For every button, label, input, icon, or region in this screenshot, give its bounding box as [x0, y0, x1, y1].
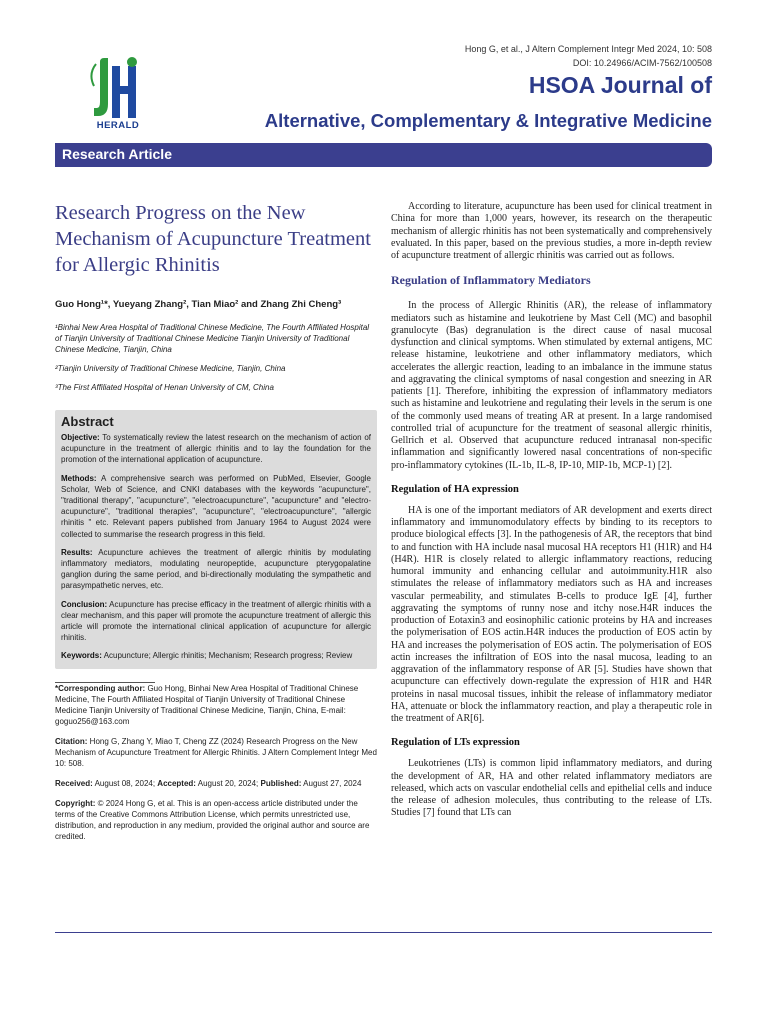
accepted-text: August 20, 2024; — [195, 778, 261, 788]
doi-line: DOI: 10.24966/ACIM-7562/100508 — [572, 58, 712, 68]
citation-line: Hong G, et al., J Altern Complement Integr Med 2024, 10: 508 — [464, 44, 712, 54]
page-bottom-rule — [55, 932, 712, 933]
subsection-lts-paragraph: Leukotrienes (LTs) is common lipid inflammatory mediators, and during the development of AR, HA and other related inflammatory mediators are released, which acts on vascular endothelial cells and epithelial cells and induce the release of adhesion molecules, thus contributing to the release of LTs. Studies [7] found that LTs can — [391, 758, 712, 819]
author-list: Guo Hong¹*, Yueyang Zhang², Tian Miao² and Zhang Zhi Cheng³ — [55, 299, 342, 310]
corresponding-text: Guo Hong, Binhai New Area Hospital of Traditional Chinese Medicine, The Fourth Affiliated Hospital of Tianjin University of Traditional Chinese Medicine Tianjin University of Traditional Chinese Medicine, Tianjin, China, E-mail: goguo256@163.com — [55, 683, 359, 726]
copyright-text: © 2024 Hong G, et al. This is an open-access article distributed under the terms of the Creative Commons Attribution License, which permits unrestricted use, distribution, and reproduction in any medium, provided the original author and source are credited. — [55, 798, 370, 841]
objective-label: Objective: — [61, 433, 100, 442]
copyright-label: Copyright: — [55, 798, 96, 808]
subsection-lts-title: Regulation of LTs expression — [391, 737, 520, 749]
section-inflammatory-mediators-title: Regulation of Inflammatory Mediators — [391, 273, 591, 288]
conclusion-text: Acupuncture has precise efficacy in the treatment of allergic rhinitis with a clear mechanism, and this paper will promote the acupuncture treatment of allergic this article will promote the international clinical application of acupuncture for allergic rhinitis. — [61, 599, 371, 643]
affiliation-2: ²Tianjin University of Traditional Chinese Medicine, Tianjin, China — [55, 364, 286, 373]
subsection-ha-paragraph: HA is one of the important mediators of AR development and exerts direct inflammatory and immunomodulatory effects by binding to its receptors to produce biological effects [3]. In the pathogenesis of AR, the receptors that bind to and function with HA include nasal mucosal HA receptors H1 (H1R) and H4 (H4R). H1R is closely related to allergic inflammatory reactions, reducing humoral immunity and enhancing cellular and autoimmunity.H1R also stimulates the release of inflammatory mediators such as HA and increases vascular permeability, and stimulates B-cells to produce IgE [4], further aggravating the symptoms of runny nose and itchy nose.H4R induces the production of Eotaxin3 and eosinophilic cationic proteins by HA and increases the polymerisation of EOS actin.H4R induces the production of EOS actin by HA and increases the polymerisation of EOS actin. The polymerisation of EOS actin increases the infiltration of EOS into the nasal mucosa, leading to an aggravation of the inflammatory response of AR [5]. Studies have shown that acupuncture can effectively down-regulate the expression of H1R and H4R proteins in nasal mucosal tissues, inhibit the release of inflammatory mediator HA, attenuate or block the inflammatory reaction, and play a therapeutic role in the treatment of AR[6]. — [391, 504, 712, 724]
objective-text: To systematically review the latest research on the mechanism of action of acupuncture in the treatment of allergic rhinitis and to lay the foundation for the promotion of the international application of acupuncture. — [61, 433, 371, 465]
methods-label: Methods: — [61, 473, 97, 483]
abstract-objective — [61, 432, 371, 466]
abstract-box — [55, 410, 377, 669]
left-column — [55, 200, 377, 842]
affiliation-1: ¹Binhai New Area Hospital of Traditional Chinese Medicine, The Fourth Affiliated Hospital of Tianjin University of Traditional Chinese Medicine Tianjin University of Traditional Chinese Medicine, Tianjin, China — [55, 323, 370, 354]
corresponding-author — [55, 683, 377, 727]
corresponding-label: *Corresponding author: — [55, 683, 146, 693]
article-type-banner — [55, 143, 712, 167]
methods-text: A comprehensive search was performed on PubMed, Elsevier, Google Scholar, Web of Science, and CNKI databases with the keywords "acupuncture", "traditional therapy", "acupuncture", "electroacupuncture", "acupuncture" and "electro-acupuncture", "traditional therapies", "acupuncture", "electroacupuncture", "allergic rhinitis " etc. Relevant papers published from January 1964 to August 2024 were collected to summarise the research progress in this field. — [61, 473, 371, 539]
results-text: Acupuncture achieves the treatment of allergic rhinitis by modulating inflammatory mediators, modulating neuropeptide, acupuncture pterygopalatine ganglion during the same period, and bi-directionally modulating the sympathetic and parasympathetic nerves, etc. — [61, 547, 371, 591]
article-title: Research Progress on the New Mechanism of Acupuncture Treatment for Allergic Rhinitis — [55, 202, 371, 276]
citation-text: Hong G, Zhang Y, Miao T, Cheng ZZ (2024) Research Progress on the New Mechanism of Acupuncture Treatment for Allergic Rhinitis. J Altern Complement Integr Med 10: 508. — [55, 736, 377, 768]
abstract-methods — [61, 473, 371, 540]
citation-label: Citation: — [55, 736, 88, 746]
keywords-text: Acupuncture; Allergic rhinitis; Mechanism; Research progress; Review — [101, 651, 353, 661]
abstract-results — [61, 547, 371, 592]
published-text: August 27, 2024 — [301, 778, 362, 788]
right-column — [391, 201, 712, 820]
intro-paragraph: According to literature, acupuncture has been used for clinical treatment in China for more than 1,000 years, however, its research on the therapeutic mechanism of allergic rhinitis has not been systematically and comprehensively evaluated. In this paper, based on the previous studies, a more in-depth review of acupuncture treatment of allergic rhinitis was carried out as follows. — [391, 201, 712, 261]
journal-name-line2: Alternative, Complementary & Integrative Medicine — [264, 110, 712, 131]
received-label: Received: — [55, 778, 93, 788]
affiliation-3: ³The First Affiliated Hospital of Henan University of CM, China — [55, 383, 274, 392]
journal-name-line1: HSOA Journal of — [528, 72, 712, 98]
logo-text: HERALD — [96, 120, 140, 131]
article-type-label: Research Article — [62, 146, 172, 162]
published-label: Published: — [260, 778, 302, 788]
subsection-ha-title: Regulation of HA expression — [391, 483, 519, 495]
abstract-conclusion — [61, 599, 371, 644]
citation-header — [465, 42, 712, 70]
copyright-note — [55, 798, 377, 842]
results-label: Results: — [61, 547, 93, 557]
abstract-keywords — [61, 650, 371, 661]
citation-note — [55, 736, 377, 769]
section1-paragraph: In the process of Allergic Rhinitis (AR), the release of inflammatory mediators such as histamine and leukotriene by Mast Cell (MC) and basophil granulocyte (Bas) degranulation is the direct cause of nasal mucosal dysfunction and clinical symptoms. When stimulated by external antigens, MC release histamine, leukotriene and other inflammatory mediators, which accelerates the allergic reaction, leading to an imbalance in the immune status and aggravating the clinical symptoms of nasal congestion and sneezing in AR patients [1]. Therefore, inhibiting the expression of inflammatory mediators such as histamine and leukotriene and regulating their levels in the serum is one of the commonly used means of treating AR at present. In a large randomised controlled trial of acupuncture for the treatment of seasonal allergic rhinitis, Gellrich et al. Observed that acupuncture reduced intranasal non-specific inflammation and significantly lowered nasal concentrations of non-specific pro-inflammatory cytokines (IL-1b, IL-8, IP-10, MIP-1b, MCP-1) [2]. — [391, 300, 712, 471]
keywords-label: Keywords: — [61, 651, 102, 661]
received-text: August 08, 2024; — [92, 778, 158, 788]
conclusion-label: Conclusion: — [61, 599, 108, 609]
dates-note — [55, 778, 377, 789]
accepted-label: Accepted: — [157, 778, 196, 788]
abstract-heading: Abstract — [61, 414, 114, 429]
